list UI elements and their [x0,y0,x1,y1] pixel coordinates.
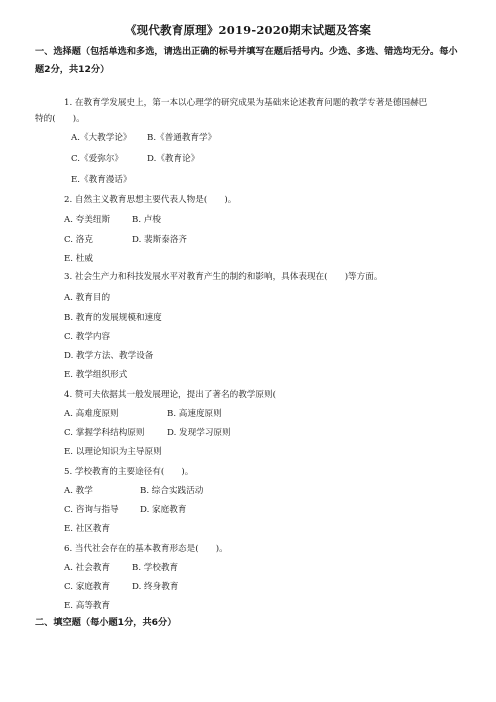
question-6-option-b: B. 学校教育 [132,563,179,573]
question-1-option-c: C.《爱弥尔》 [71,154,123,164]
question-2-option-d: D. 裴斯泰洛齐 [132,235,188,245]
question-6-option-c: C. 家庭教育 [64,582,111,592]
question-3-option-c: C. 教学内容 [64,332,111,342]
question-5-option-c: C. 咨询与指导 [64,505,119,515]
question-1-option-a: A.《大教学论》 [71,133,132,143]
question-1-option-e: E.《教育漫话》 [71,175,132,185]
question-5-option-d: D. 家庭教育 [140,505,187,515]
question-1-option-d: D.《教育论》 [147,154,200,164]
question-2-option-e: E. 杜威 [64,254,93,264]
question-3-option-d: D. 教学方法、教学设备 [64,351,154,361]
document-title: 《现代教育原理》2019-2020期末试题及答案 [124,23,372,37]
question-4-option-a: A. 高难度原则 [64,409,119,419]
question-6-option-a: A. 社会教育 [64,563,111,573]
question-3-stem: 3. 社会生产力和科技发展水平对教育产生的制约和影响，具体表现在( )等方面。 [64,272,383,282]
question-1-stem: 1. 在教育学发展史上，第一本以心理学的研究成果为基础来论述教育问题的教学专著是德国赫巴 [64,98,428,108]
question-6-option-d: D. 终身教育 [132,582,179,592]
question-6-option-e: E. 高等教育 [64,601,111,611]
section-heading-fill-in: 二、填空题（每小题1分，共6分） [35,617,177,628]
question-2-option-c: C. 洛克 [64,235,93,245]
section-heading-line-1: 一、选择题（包括单选和多选，请选出正确的标号并填写在题后括号内。少选、多选、错选均无分。每小 [35,46,458,57]
question-3-option-b: B. 教育的发展规模和速度 [64,313,162,323]
question-1-option-b: B.《普通教育学》 [147,133,217,143]
question-1-stem-cont: 特的( )。 [35,114,85,124]
section-heading-multiple-choice [35,43,465,79]
question-3-option-e: E. 教学组织形式 [64,370,128,380]
question-5-option-e: E. 社区教育 [64,524,111,534]
question-3-option-a: A. 教育目的 [64,293,111,303]
question-2-stem: 2. 自然主义教育思想主要代表人物是( )。 [64,195,237,205]
question-4-option-e: E. 以理论知识为主导原则 [64,447,162,457]
question-5-stem: 5. 学校教育的主要途径有( )。 [64,467,194,477]
question-4-option-b: B. 高速度原则 [167,409,222,419]
question-5-option-a: A. 教学 [64,486,93,496]
question-6-stem: 6. 当代社会存在的基本教育形态是( )。 [64,544,228,554]
question-2-option-b: B. 卢梭 [132,215,161,225]
question-5-option-b: B. 综合实践活动 [140,486,204,496]
question-4-stem: 4. 赞可夫依据其一般发展理论，提出了著名的教学原则( [64,390,276,400]
question-4-option-d: D. 发现学习原则 [167,428,231,438]
question-4-option-c: C. 掌握学科结构原则 [64,428,145,438]
question-2-option-a: A. 夸美纽斯 [64,215,111,225]
section-heading-line-2: 题2分，共12分） [35,64,110,75]
